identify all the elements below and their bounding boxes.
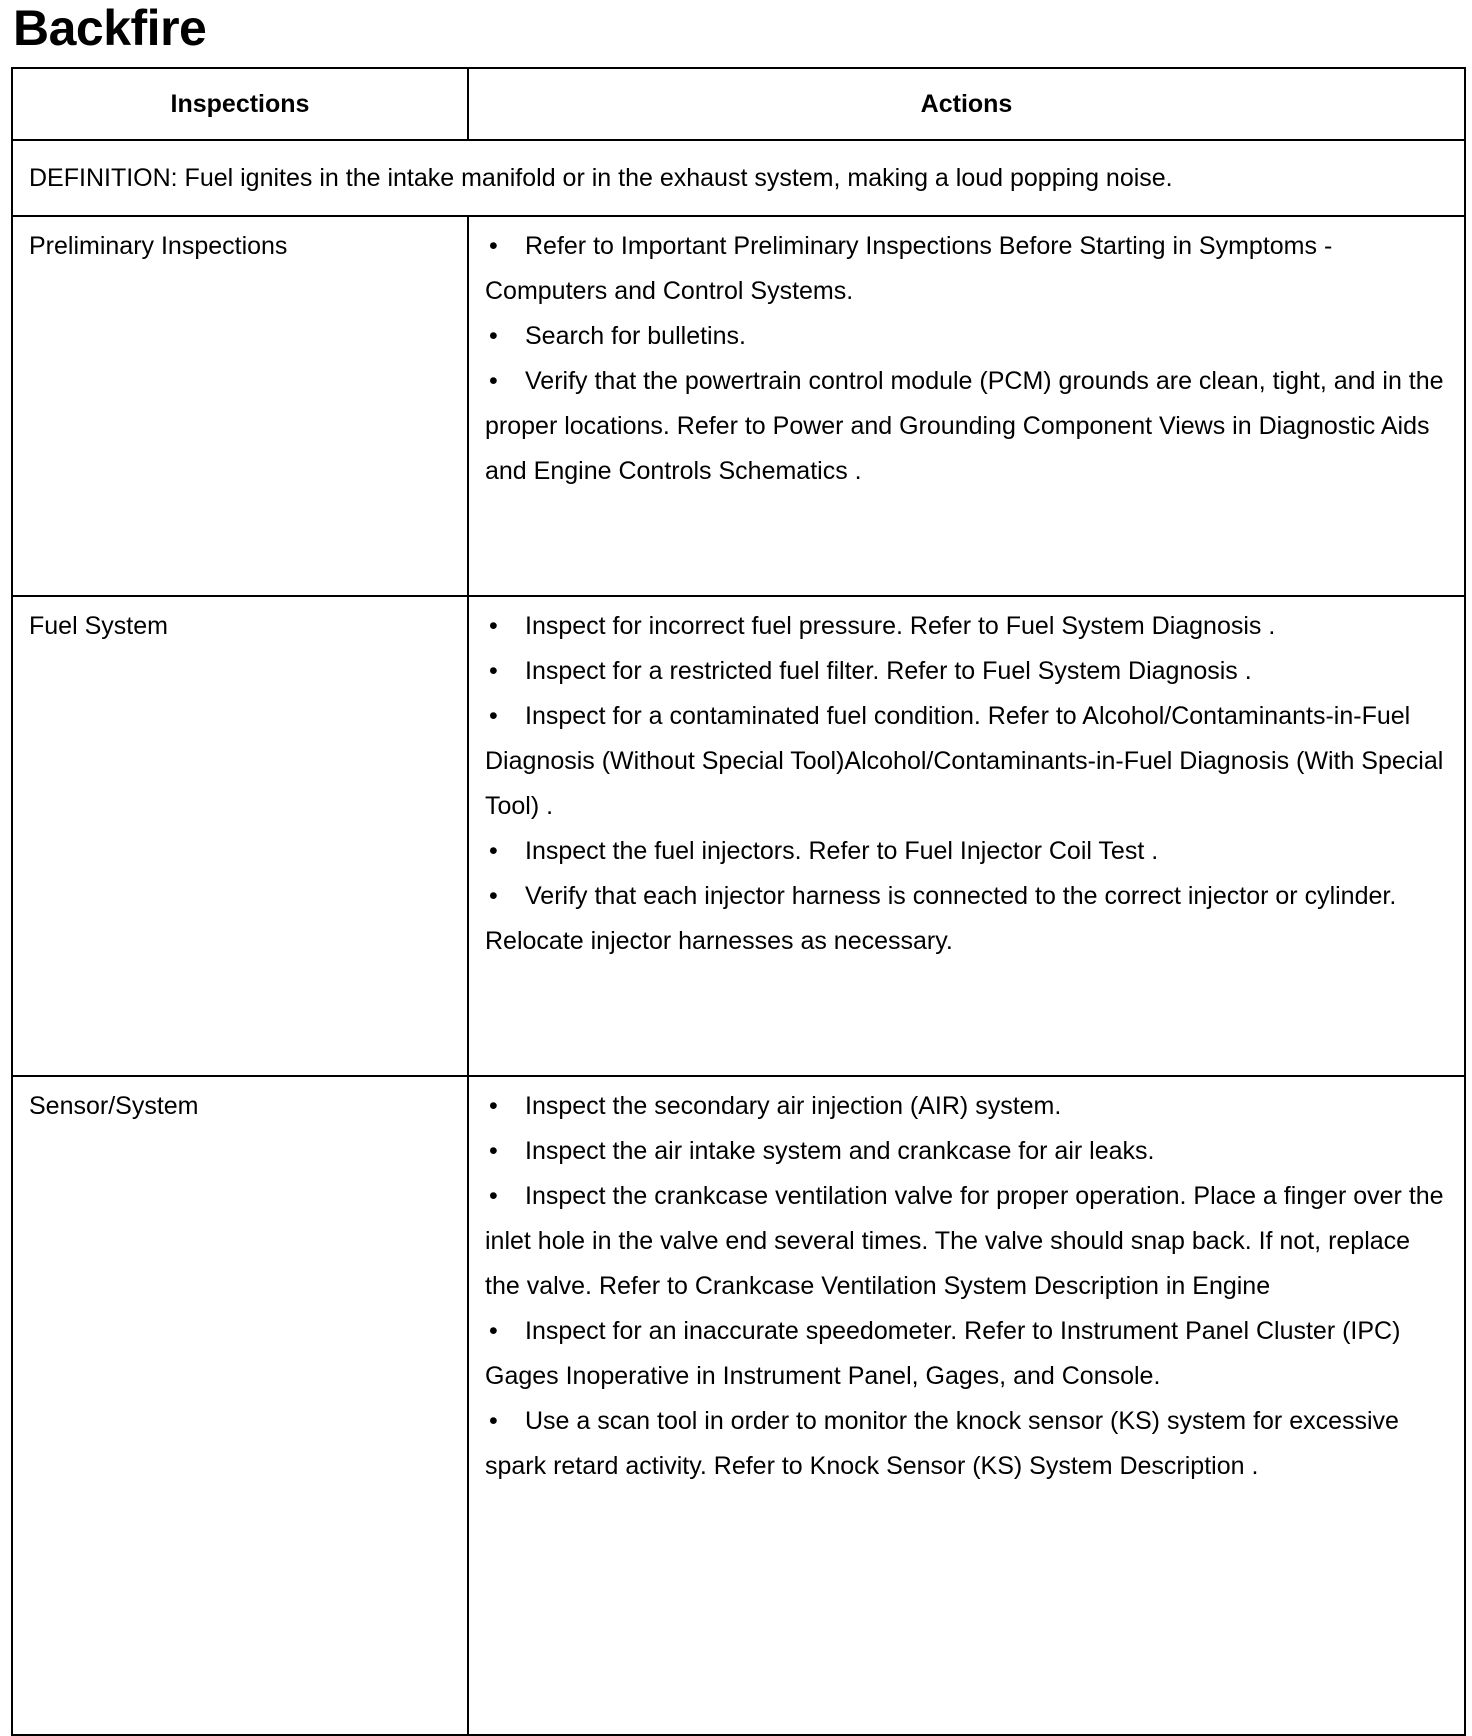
list-item (485, 1129, 1448, 1174)
row-actions (468, 216, 1465, 596)
action-text: Use a scan tool in order to monitor the knock sensor (KS) system for excessive spark retard activity. Refer to Knock Sensor (KS) System Description . (485, 1407, 1399, 1480)
list-item (485, 1399, 1448, 1489)
action-text: Inspect for a contaminated fuel condition. Refer to Alcohol/Contaminants-in-Fuel Diagnosis (Without Special Tool)Alcohol/Contaminants-in-Fuel Diagnosis (With Special Tool) . (485, 702, 1444, 820)
bullet-icon: • (489, 232, 498, 260)
action-text: Inspect the fuel injectors. Refer to Fuel Injector Coil Test . (525, 837, 1159, 865)
list-item (485, 874, 1448, 964)
row-actions (468, 596, 1465, 1076)
list-item (485, 224, 1448, 314)
action-list (485, 1084, 1448, 1489)
bullet-icon: • (489, 657, 498, 685)
inspection-table (11, 67, 1466, 1736)
action-list (485, 604, 1448, 964)
action-text: Inspect for an inaccurate speedometer. Refer to Instrument Panel Cluster (IPC) Gages Inoperative in Instrument Panel, Gages, and Console. (485, 1317, 1401, 1390)
row-actions (468, 1076, 1465, 1735)
table-row (12, 1076, 1465, 1735)
bullet-icon: • (489, 612, 498, 640)
bullet-icon: • (489, 322, 498, 350)
action-text: Inspect the air intake system and crankcase for air leaks. (525, 1137, 1155, 1165)
bullet-icon: • (489, 1317, 498, 1345)
page-title: Backfire (13, 0, 207, 56)
list-item (485, 314, 1448, 359)
action-text: Search for bulletins. (525, 322, 746, 350)
action-text: Refer to Important Preliminary Inspections Before Starting in Symptoms - Computers and Control Systems. (485, 232, 1333, 305)
action-text: Verify that each injector harness is connected to the correct injector or cylinder. Relocate injector harnesses as necessary. (485, 882, 1397, 955)
table-row (12, 216, 1465, 596)
table-header-row (12, 68, 1465, 140)
action-text: Inspect the secondary air injection (AIR) system. (525, 1092, 1062, 1120)
bullet-icon: • (489, 1092, 498, 1120)
list-item (485, 829, 1448, 874)
table-row (12, 596, 1465, 1076)
list-item (485, 649, 1448, 694)
action-text: Inspect the crankcase ventilation valve for proper operation. Place a finger over the inlet hole in the valve end several times. The valve should snap back. If not, replace the valve. Refer to Crankcase Ventilation System Description in Engine (485, 1182, 1444, 1300)
header-actions: Actions (468, 68, 1465, 140)
list-item (485, 359, 1448, 494)
row-category: Sensor/System (12, 1076, 468, 1735)
list-item (485, 694, 1448, 829)
bullet-icon: • (489, 882, 498, 910)
row-category: Preliminary Inspections (12, 216, 468, 596)
bullet-icon: • (489, 702, 498, 730)
header-inspections: Inspections (12, 68, 468, 140)
row-category: Fuel System (12, 596, 468, 1076)
list-item (485, 1084, 1448, 1129)
action-text: Verify that the powertrain control module (PCM) grounds are clean, tight, and in the proper locations. Refer to Power and Grounding Component Views in Diagnostic Aids and Engine Controls Schematics . (485, 367, 1444, 485)
action-list (485, 224, 1448, 494)
bullet-icon: • (489, 1137, 498, 1165)
bullet-icon: • (489, 367, 498, 395)
definition-row (12, 140, 1465, 216)
action-text: Inspect for incorrect fuel pressure. Refer to Fuel System Diagnosis . (525, 612, 1276, 640)
bullet-icon: • (489, 837, 498, 865)
list-item (485, 604, 1448, 649)
definition-text: DEFINITION: Fuel ignites in the intake manifold or in the exhaust system, making a loud popping noise. (12, 140, 1465, 216)
bullet-icon: • (489, 1182, 498, 1210)
list-item (485, 1174, 1448, 1309)
action-text: Inspect for a restricted fuel filter. Refer to Fuel System Diagnosis . (525, 657, 1252, 685)
list-item (485, 1309, 1448, 1399)
bullet-icon: • (489, 1407, 498, 1435)
